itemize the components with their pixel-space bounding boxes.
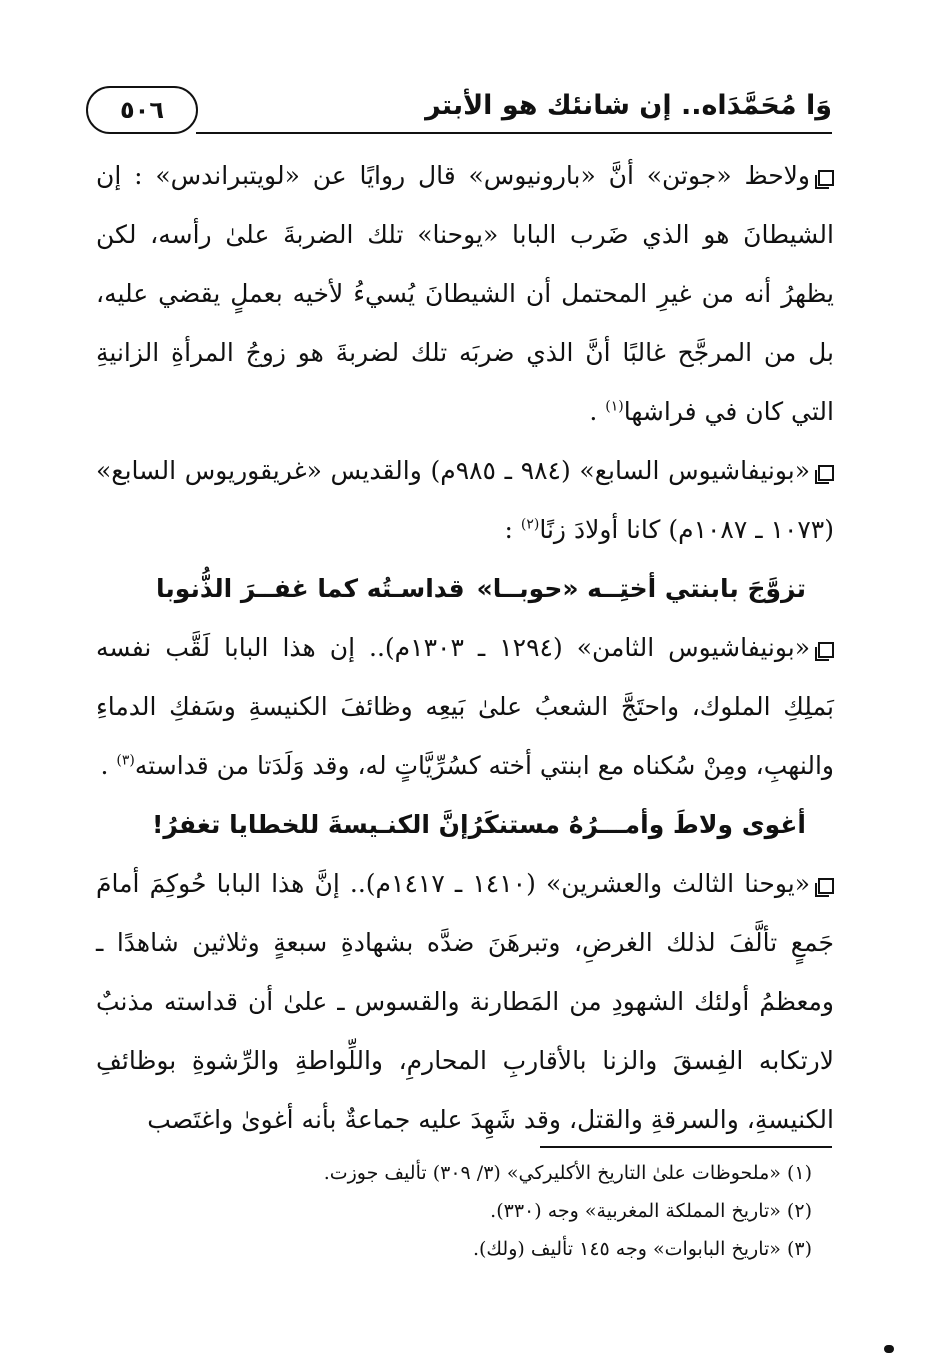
footnote-reference[interactable]: (٢): [520, 516, 540, 533]
verse-second-hemistich: إنَّ الكنـيسةَ للخطايا تغفرُ!: [151, 810, 469, 839]
scan-mark: [884, 1345, 894, 1353]
page-header: [86, 82, 832, 142]
paragraph: [96, 618, 834, 795]
verse-first-hemistich: أغوى ولاطَ وأمـــرُهُ مستنكَرُ: [468, 810, 806, 839]
paragraph: [96, 854, 834, 1149]
page-number-badge: [86, 86, 198, 134]
poetry-verse: [96, 795, 834, 854]
footnote-reference[interactable]: (٣): [116, 752, 135, 769]
paragraph-text: «يوحنا الثالث والعشرين» (١٤١٠ ـ ١٤١٧م).. إنَّ هذا البابا حُوكِمَ أمامَ جَمعٍ تألَّفَ لذلك الغرضِ، وتبرهَنَ ضدَّه بشهادةِ سبعةٍ وثلاثين شاهدًا ـ ومعظمُ أولئك الشهودِ من المَطارنة والقسوس ـ علىٰ أن قداسته مذنبٌ لارتكابه الفِسقَ والزنا بالأقاربِ المحارمِ، واللِّواطةِ والرِّشوةِ بوظائفِ الكنيسةِ، والسرقةِ والقتل، وقد شَهِدَ عليه جماعةٌ بأنه أغوىٰ واغتَصب: [96, 869, 834, 1134]
paragraph: [96, 146, 834, 441]
square-bullet-icon: [818, 878, 834, 894]
paragraph-text: «بونيفاشيوس السابع» (٩٨٤ ـ ٩٨٥م) والقديس «غريقوريوس السابع» (١٠٧٣ ـ ١٠٨٧م) كانا أولادَ زنًا: [96, 456, 834, 544]
square-bullet-icon: [818, 170, 834, 186]
footnote-item: (٢) «تاريخ المملكة المغربية» وجه (٣٣٠).: [490, 1200, 812, 1222]
verse-first-hemistich: تزوَّجَ بابنتي أختِــه «حوبــا»: [476, 574, 806, 603]
square-bullet-icon: [818, 642, 834, 658]
paragraph-text: «بونيفاشيوس الثامن» (١٢٩٤ ـ ١٣٠٣م).. إن هذا البابا لَقَّب نفسه بَملِكِ الملوك، واحتَجَّ الشعبُ علىٰ بَيعِه وظائفَ الكنيسةِ وسَفكِ الدماءِ والنهبِ، ومِنْ سُكناه مع ابنتي أخته كسُرِّيَّاتٍ له، وقد وَلَدَتا من قداسته: [96, 633, 834, 780]
footnote-reference[interactable]: (١): [605, 398, 624, 415]
footnotes: [96, 1154, 812, 1268]
paragraph: [96, 441, 834, 559]
paragraph-tail: :: [504, 515, 521, 544]
poetry-verse: [96, 559, 834, 618]
footnote-separator: [540, 1146, 832, 1148]
square-bullet-icon: [818, 465, 834, 481]
paragraph-text: ولاحظ «جوتن» أنَّ «بارونيوس» قال روايًا عن «لويتبراندس» : إن الشيطانَ هو الذي ضَرب البابا «يوحنا» تلك الضربةَ علىٰ رأسه، لكن يظهرُ أنه من غيرِ المحتمل أن الشيطانَ يُسيءُ لأخيه بعملٍ يقضي عليه، بل من المرجَّح غالبًا أنَّ الذي ضربَه تلك لضربةَ هو زوجُ المرأةِ الزانيةِ التي كان في فراشها: [96, 161, 834, 426]
header-rule: [196, 132, 832, 134]
page-number: ٥٠٦: [120, 96, 164, 124]
paragraph-tail: .: [589, 397, 606, 426]
verse-second-hemistich: قداسـتُه كما غفــرَ الذُّنوبا: [156, 574, 465, 603]
running-title: وَا مُحَمَّدَاه.. إن شانئك هو الأبتر: [425, 90, 832, 121]
paragraph-tail: .: [100, 751, 117, 780]
footnote-item: (١) «ملحوظات علىٰ التاريخ الأكليركي» (٣/ ٣٠٩) تأليف جوزت.: [323, 1162, 812, 1184]
footnote-item: (٣) «تاريخ البابوات» وجه ١٤٥ تأليف (ولك).: [472, 1238, 812, 1260]
body-text: [96, 146, 834, 1149]
